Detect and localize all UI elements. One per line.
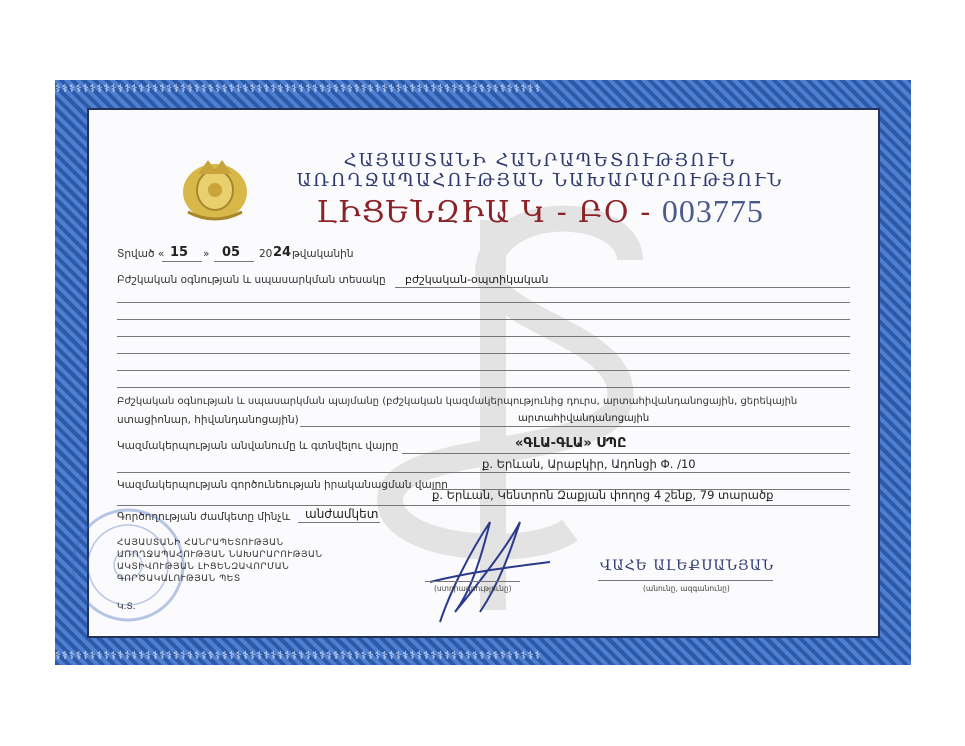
issued-prefix: Տրված « (117, 248, 165, 260)
issued-suffix: թվականին (292, 248, 354, 260)
agency-line-4: ԳՈՐԾԱԿԱԼՈՒԹՅԱՆ ՊԵՏ (117, 574, 241, 584)
activity-line (395, 287, 850, 288)
issued-year-prefix: 20 (259, 248, 273, 260)
blank-line-3 (117, 336, 850, 337)
ministry-title: ԱՌՈՂՋԱՊԱՀՈՒԹՅԱՆ ՆԱԽԱՐԱՐՈՒԹՅՈՒՆ (296, 170, 784, 191)
border-pattern-bottom: ⚕⚕⚕⚕⚕⚕⚕⚕⚕⚕⚕⚕⚕⚕⚕⚕⚕⚕⚕⚕⚕⚕⚕⚕⚕⚕⚕⚕⚕⚕⚕⚕⚕⚕⚕⚕⚕⚕⚕⚕⚕⚕⚕⚕⚕⚕⚕⚕⚕⚕⚕⚕⚕⚕⚕⚕⚕⚕⚕⚕⚕⚕⚕⚕⚕⚕⚕⚕⚕⚕ (55, 649, 542, 662)
organization-address-line (117, 472, 850, 473)
official-name-line (598, 580, 773, 581)
validity-label: Գործողության ժամկետը մինչև (117, 511, 291, 523)
conditions-label-2: ստացիոնար, հիվանդանոցային) (117, 414, 299, 426)
activity-place-line-2 (117, 505, 850, 506)
validity-value: անժամկետ (305, 507, 379, 521)
activity-place-label: Կազմակերպության գործունեության իրականացման վայրը (117, 479, 448, 491)
blank-line-2 (117, 319, 850, 320)
agency-line-2: ԱՌՈՂՋԱՊԱՀՈՒԹՅԱՆ ՆԱԽԱՐԱՐՈՒԹՅԱՆ (117, 550, 323, 560)
issued-day: 15 (170, 245, 189, 260)
blank-line-4 (117, 353, 850, 354)
organization-label: Կազմակերպության անվանումը և գտնվելու վայրը (117, 440, 399, 452)
border-pattern-top: ⚕⚕⚕⚕⚕⚕⚕⚕⚕⚕⚕⚕⚕⚕⚕⚕⚕⚕⚕⚕⚕⚕⚕⚕⚕⚕⚕⚕⚕⚕⚕⚕⚕⚕⚕⚕⚕⚕⚕⚕⚕⚕⚕⚕⚕⚕⚕⚕⚕⚕⚕⚕⚕⚕⚕⚕⚕⚕⚕⚕⚕⚕⚕⚕⚕⚕⚕⚕⚕⚕ (55, 82, 542, 95)
conditions-value: արտահիվանդանոցային (518, 413, 650, 424)
organization-line (402, 453, 850, 454)
issued-year-suffix: 24 (273, 245, 292, 260)
signature-line (425, 581, 520, 582)
conditions-label-1: Բժշկական օգնության և սպասարկման պայմանը (բժշկական կազմակերպությունից դուրս, արտահիվանդանոցային, ցերեկային (117, 396, 798, 407)
handwritten-signature-icon (410, 512, 560, 632)
blank-line-1 (117, 302, 850, 303)
issued-month: 05 (222, 245, 241, 260)
blank-line-5 (117, 370, 850, 371)
activity-value: բժշկական-օպտիկական (405, 273, 549, 286)
validity-line (298, 522, 380, 523)
agency-line-1: ՀԱՅԱՍՏԱՆԻ ՀԱՆՐԱՊԵՏՈՒԹՅԱՆ (117, 538, 284, 548)
month-line (214, 261, 254, 262)
conditions-line (300, 426, 850, 427)
day-line (162, 261, 202, 262)
official-name: ՎԱՀԵ ԱԼԵՔՍԱՆՅԱՆ (600, 558, 775, 574)
activity-place-value: ք. Երևան, Կենտրոն Զաքյան փողոց 4 շենք, 79 տարածք (432, 488, 774, 502)
signature-caption: (ստորագրությունը) (434, 584, 512, 593)
republic-title: ՀԱՅԱՍՏԱՆԻ ՀԱՆՐԱՊԵՏՈՒԹՅՈՒՆ (343, 150, 737, 171)
seal-mark: Կ.Տ. (117, 602, 136, 612)
armenia-coat-of-arms-icon (178, 152, 252, 226)
activity-label: Բժշկական օգնության և սպասարկման տեսակը (117, 274, 386, 286)
organization-name: «ԳԼԱ-ԳԼԱ» ՍՊԸ (515, 436, 627, 451)
organization-address: ք. Երևան, Արաբկիր, Ադոնցի Փ. /10 (482, 457, 696, 471)
official-name-caption: (անունը, ազգանունը) (643, 584, 730, 593)
license-number: 003775 (661, 193, 764, 229)
agency-line-3: ԱԿՏԻՎՈՒԹՅԱՆ ԼԻՑԵՆԶԱՎՈՐՄԱՆ (117, 562, 290, 572)
issued-mid: » (203, 248, 210, 260)
license-title-text: ԼԻՑԵՆԶԻԱ Կ - ԲՕ - (316, 195, 662, 230)
license-title (290, 193, 790, 230)
blank-line-6 (117, 387, 850, 388)
